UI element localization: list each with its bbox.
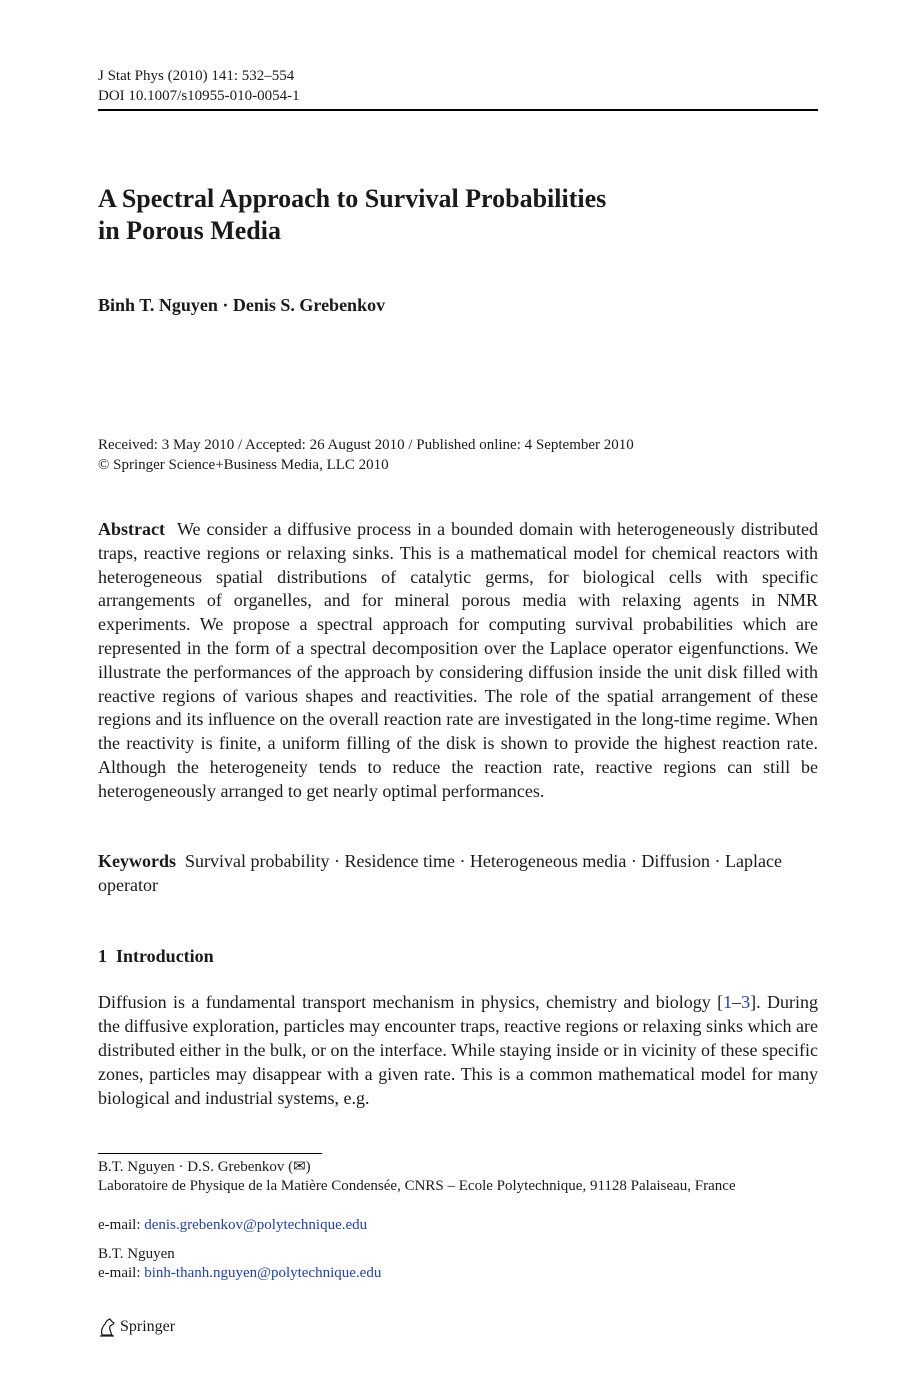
section-number: 1 [98, 946, 107, 966]
footnote-name-2: B.T. Nguyen [98, 1246, 175, 1262]
section-title: Introduction [116, 946, 214, 966]
authors: Binh T. Nguyen · Denis S. Grebenkov [98, 295, 386, 315]
header-rule [98, 109, 818, 111]
publisher-name: Springer [120, 1318, 176, 1335]
abstract-label: Abstract [98, 519, 165, 539]
footnote-rule [98, 1153, 322, 1154]
footnote-email-line-2 [98, 1264, 818, 1284]
citation-link-3[interactable]: 3 [741, 992, 751, 1012]
abstract [98, 518, 818, 804]
dates: Received: 3 May 2010 / Accepted: 26 August 2010 / Published online: 4 September 2010 [98, 437, 634, 453]
section-heading [98, 944, 214, 968]
springer-horse-icon [98, 1317, 116, 1337]
email-link-1[interactable]: denis.grebenkov@polytechnique.edu [144, 1217, 368, 1233]
journal-citation: J Stat Phys (2010) 141: 532–554 [98, 68, 295, 84]
footnote-names: B.T. Nguyen · D.S. Grebenkov (✉) [98, 1159, 311, 1175]
citation-link-1[interactable]: 1 [723, 992, 733, 1012]
intro-text-before: Diffusion is a fundamental transport mechanism in physics, chemistry and biology [ [98, 992, 724, 1012]
email-link-2[interactable]: binh-thanh.nguyen@polytechnique.edu [144, 1265, 382, 1281]
email-label-1: e-mail: [98, 1217, 145, 1233]
title-line-1: A Spectral Approach to Survival Probabilities [98, 184, 607, 213]
doi: DOI 10.1007/s10955-010-0054-1 [98, 88, 300, 104]
footnote-email-line-1 [98, 1216, 818, 1236]
copyright: © Springer Science+Business Media, LLC 2010 [98, 457, 389, 473]
intro-paragraph [98, 990, 818, 1110]
paper-title [98, 183, 818, 247]
publisher-mark [98, 1316, 175, 1338]
email-label-2: e-mail: [98, 1265, 145, 1281]
keywords [98, 849, 818, 897]
keywords-label: Keywords [98, 851, 176, 871]
intro-text-after: ]. During the diffusive exploration, particles may encounter traps, reactive regions or relaxing sinks which are distributed either in the bulk, or on the interface. While staying inside or in vicinity of these specific zones, particles may disappear with a given rate. This is a common mathematical model for many biological and industrial systems, e.g. [98, 992, 818, 1108]
footnote-affiliation: Laboratoire de Physique de la Matière Condensée, CNRS – Ecole Polytechnique, 91128 Palaiseau, France [98, 1178, 736, 1194]
abstract-text: We consider a diffusive process in a bounded domain with heterogeneously distributed traps, reactive regions or relaxing sinks. This is a mathematical model for chemical reactors with heterogeneous spatial distributions of catalytic germs, for biological cells with specific arrangements of organelles, and for mineral porous media with relaxing agents in NMR experiments. We propose a spectral approach for computing survival probabilities which are represented in the form of a spectral decomposition over the Laplace operator eigenfunctions. We illustrate the performances of the approach by considering diffusion inside the unit disk filled with reactive regions of various shapes and reactivities. The role of the spatial arrangement of these regions and its influence on the overall reaction rate are investigated in the long-time regime. When the reactivity is finite, a uniform filling of the disk is shown to provide the highest reaction rate. Although the heterogeneity tends to reduce the reaction rate, reactive regions can still be heterogeneously arranged to get nearly optimal performances. [98, 519, 818, 801]
citation-dash: – [732, 992, 742, 1012]
title-line-2: in Porous Media [98, 216, 281, 245]
keywords-text: Survival probability · Residence time · Heterogeneous media · Diffusion · Laplace operator [98, 851, 782, 895]
